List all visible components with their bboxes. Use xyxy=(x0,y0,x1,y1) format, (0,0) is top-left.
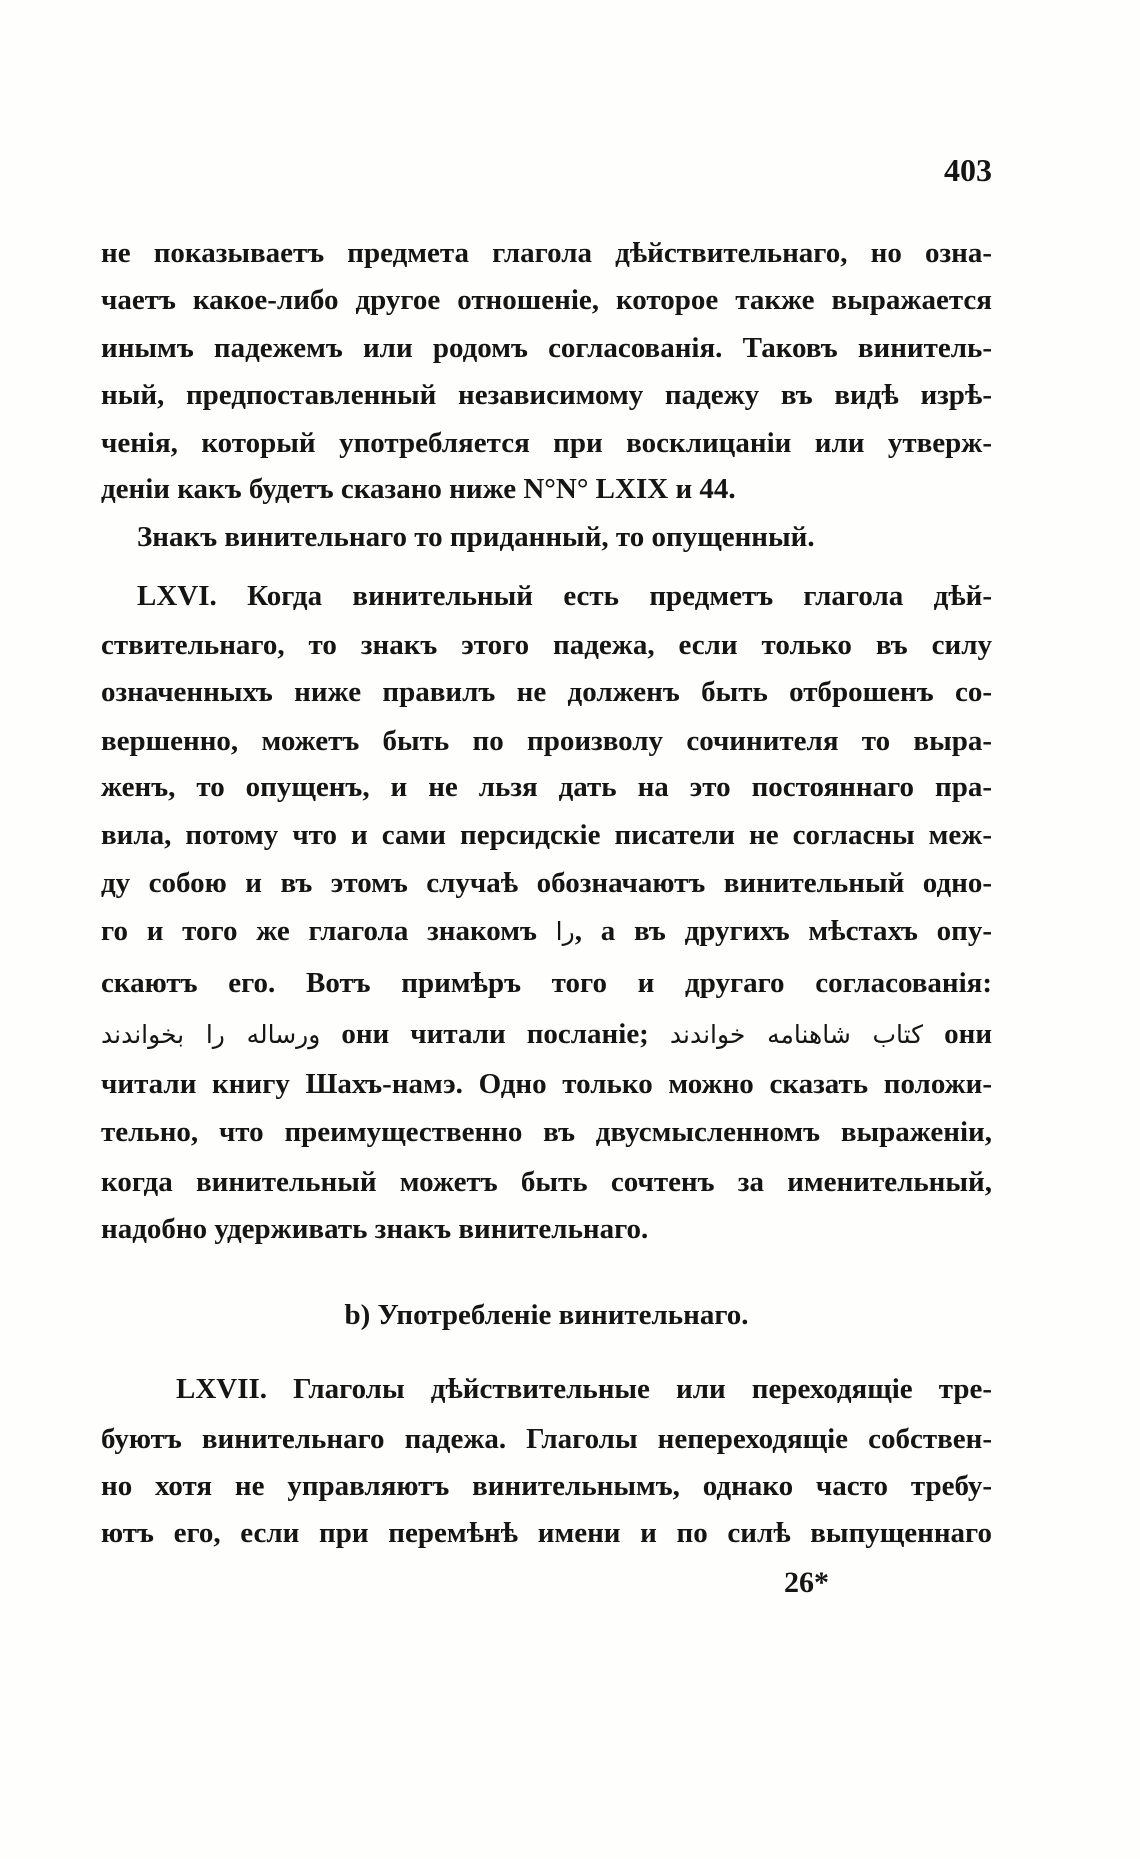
text-line xyxy=(101,911,992,951)
text-line: ютъ его, если при перемѣнѣ имени и по силѣ выпущеннаго xyxy=(101,1517,992,1549)
persian-text: ورساله را بخواندند xyxy=(101,1020,321,1049)
rule-number: LXVII. xyxy=(176,1373,268,1405)
text-line: вершенно, можетъ быть по произволу сочинителя то выра- xyxy=(101,725,992,757)
text-line: Знакъ винительнаго то приданный, то опущенный. xyxy=(137,521,815,553)
text-line xyxy=(176,1369,992,1409)
line-text: Когда винительный есть предметъ глагола дѣй- xyxy=(247,580,993,612)
signature-mark: 26* xyxy=(784,1566,829,1599)
translation-text: они читали посланіе; xyxy=(341,1018,649,1050)
text-line: тельно, что преимущественно въ двусмысленномъ выраженіи, xyxy=(101,1116,992,1148)
text-line: ду собою и въ этомъ случаѣ обозначаютъ винительный одно- xyxy=(101,867,992,899)
example-line xyxy=(101,1014,992,1054)
section-heading: b) Употребленіе винительнаго. xyxy=(344,1299,749,1331)
text-line: когда винительный можетъ быть сочтенъ за именительный, xyxy=(101,1166,992,1198)
text-line: ный, предпоставленный независимому падежу въ видѣ изрѣ- xyxy=(101,379,992,411)
text-line: читали книгу Шахъ-намэ. Одно только можно сказать положи- xyxy=(101,1068,992,1100)
line-text: , а въ другихъ мѣстахъ опу- xyxy=(574,915,992,947)
text-line: надобно удерживать знакъ винительнаго. xyxy=(101,1213,649,1245)
persian-text: را xyxy=(555,917,575,946)
persian-text: كتاب شاهنامه خواندند xyxy=(669,1020,924,1049)
page-number: 403 xyxy=(944,152,992,188)
text-line: ствительнаго, то знакъ этого падежа, если только въ силу xyxy=(101,629,992,661)
text-line: инымъ падежемъ или родомъ согласованія. Таковъ винитель- xyxy=(101,332,992,364)
text-line: но хотя не управляютъ винительнымъ, однако часто требу- xyxy=(101,1470,992,1502)
text-line: буютъ винительнаго падежа. Глаголы непереходящіе собствен- xyxy=(101,1423,992,1455)
text-line: деніи какъ будетъ сказано ниже N°N° LXIX и 44. xyxy=(101,473,736,505)
translation-text: они xyxy=(944,1018,993,1050)
text-line: ченія, который употребляется при восклицаніи или утверж- xyxy=(101,427,992,459)
text-line xyxy=(137,576,992,616)
text-line: чаетъ какое-либо другое отношеніе, которое также выражается xyxy=(101,284,992,316)
rule-number: LXVI. xyxy=(137,580,217,612)
text-line: означенныхъ ниже правилъ не долженъ быть отброшенъ со- xyxy=(101,676,992,708)
line-text: го и того же глагола знакомъ xyxy=(101,915,537,947)
text-line: не показываетъ предмета глагола дѣйствительнаго, но озна- xyxy=(101,237,992,269)
line-text: Глаголы дѣйствительные или переходящіе тре- xyxy=(293,1373,992,1405)
text-line: вила, потому что и сами персидскіе писатели не согласны меж- xyxy=(101,819,992,851)
text-line: скаютъ его. Вотъ примѣръ того и другаго согласованія: xyxy=(101,967,992,999)
text-line: женъ, то опущенъ, и не льзя дать на это постояннаго пра- xyxy=(101,771,992,803)
